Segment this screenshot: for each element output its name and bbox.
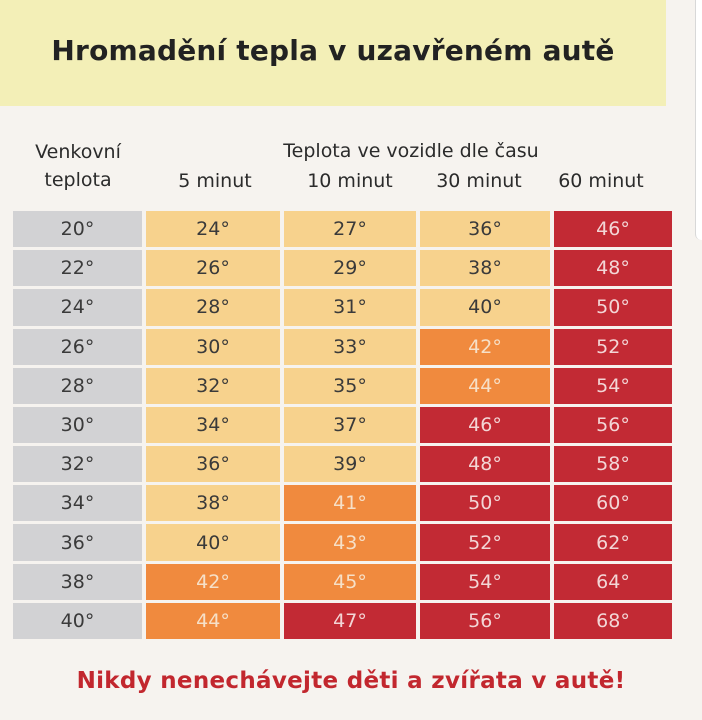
column-header-30-min: 30 minut (436, 170, 522, 192)
column-header-10-min: 10 minut (307, 170, 393, 192)
inside-temperature-cell: 62° (554, 524, 672, 560)
inside-temperature-cell: 33° (284, 329, 416, 365)
inside-temperature-cell: 28° (146, 289, 280, 325)
inside-temperature-cell: 36° (420, 211, 550, 247)
inside-temperature-cell: 58° (554, 446, 672, 482)
outside-temperature-cell: 26° (13, 329, 142, 365)
inside-temperature-cell: 32° (146, 368, 280, 404)
outside-temperature-cell: 30° (13, 407, 142, 443)
inside-temperature-cell: 45° (284, 564, 416, 600)
inside-temperature-cell: 50° (554, 289, 672, 325)
title-banner (0, 0, 666, 106)
inside-temperature-cell: 24° (146, 211, 280, 247)
outside-temperature-cell: 32° (13, 446, 142, 482)
inside-temperature-cell: 46° (420, 407, 550, 443)
inside-temperature-cell: 52° (554, 329, 672, 365)
outside-temperature-cell: 20° (13, 211, 142, 247)
inside-temperature-cell: 34° (146, 407, 280, 443)
inside-temperature-cell: 41° (284, 485, 416, 521)
inside-temperature-cell: 54° (554, 368, 672, 404)
inside-temperature-cell: 64° (554, 564, 672, 600)
inside-temperature-cell: 44° (420, 368, 550, 404)
inside-temperature-cell: 42° (146, 564, 280, 600)
inside-temperature-cell: 56° (420, 603, 550, 639)
inside-temperature-cell: 36° (146, 446, 280, 482)
inside-temperature-cell: 44° (146, 603, 280, 639)
inside-temperature-cell: 26° (146, 250, 280, 286)
inside-temperature-cell: 48° (420, 446, 550, 482)
inside-temperature-cell: 56° (554, 407, 672, 443)
outside-temperature-cell: 22° (13, 250, 142, 286)
inside-temperature-cell: 27° (284, 211, 416, 247)
outside-temperature-cell: 24° (13, 289, 142, 325)
inside-temperature-cell: 52° (420, 524, 550, 560)
inside-temperature-cell: 46° (554, 211, 672, 247)
inside-temperature-cell: 40° (420, 289, 550, 325)
inside-temperature-cell: 38° (146, 485, 280, 521)
outside-temperature-header (14, 138, 142, 194)
inside-temperature-cell: 31° (284, 289, 416, 325)
outside-header-line1: Venkovní (35, 141, 121, 163)
inside-temperature-cell: 42° (420, 329, 550, 365)
inside-temperature-cell: 39° (284, 446, 416, 482)
warning-footer: Nikdy nenechávejte děti a zvířata v autě! (76, 668, 626, 694)
inside-temperature-cell: 40° (146, 524, 280, 560)
outside-temperature-cell: 40° (13, 603, 142, 639)
outside-temperature-cell: 28° (13, 368, 142, 404)
inside-temperature-cell: 38° (420, 250, 550, 286)
inside-temperature-cell: 60° (554, 485, 672, 521)
page-title: Hromadění tepla v uzavřeném autě (51, 33, 615, 67)
inside-temperature-cell: 48° (554, 250, 672, 286)
outside-temperature-cell: 38° (13, 564, 142, 600)
inside-temperature-cell: 37° (284, 407, 416, 443)
inside-temperature-cell: 30° (146, 329, 280, 365)
inside-temperature-cell: 29° (284, 250, 416, 286)
inside-temperature-cell: 47° (284, 603, 416, 639)
outside-temperature-cell: 36° (13, 524, 142, 560)
inside-temperature-cell: 43° (284, 524, 416, 560)
inside-temperature-cell: 50° (420, 485, 550, 521)
column-header-60-min: 60 minut (558, 170, 644, 192)
outside-temperature-cell: 34° (13, 485, 142, 521)
column-header-5-min: 5 minut (178, 170, 252, 192)
inside-temperature-cell: 54° (420, 564, 550, 600)
outside-header-line2: teplota (44, 169, 112, 191)
scrollbar-edge (695, 0, 702, 240)
temperature-table (13, 211, 661, 639)
inside-temperature-cell: 68° (554, 603, 672, 639)
inside-temperature-cell: 35° (284, 368, 416, 404)
inside-temperature-header: Teplota ve vozidle dle času (283, 140, 539, 162)
